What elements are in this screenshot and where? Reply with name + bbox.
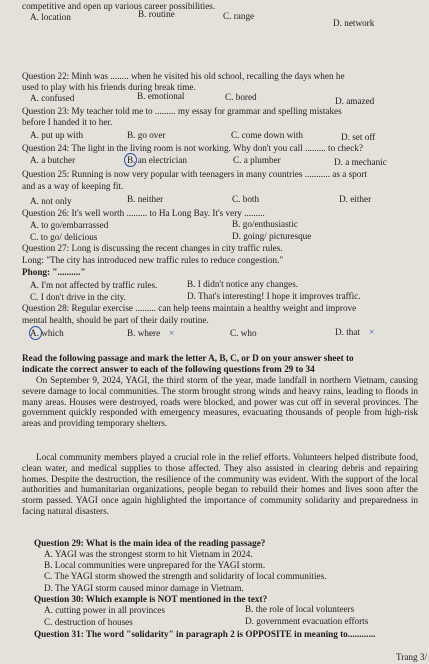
option-b: B. routine [138,9,175,19]
q28-option-d: D. that [335,327,361,337]
q26-option-a: A. to go/embarrassed [30,220,109,230]
option-c: C. range [223,11,255,21]
q29-option-d: D. The YAGI storm caused minor damage in Vietnam. [44,583,244,593]
question-23-stem-cont: before I handed it to her. [22,117,113,127]
question-26-stem: Question 26: It's well worth ......... to Ha Long Bay. It's very ......... [22,208,265,218]
q30-option-a: A. cutting power in all provinces [44,605,165,615]
question-28-stem-cont: mental health, should be part of their daily routine. [22,315,209,325]
question-30-stem: Question 30: Which example is NOT mentioned in the text? [34,594,268,604]
q22-option-b: B. emotional [137,91,185,101]
q28-option-c: C. who [230,328,257,338]
page-number: Trang 3/ [396,652,428,662]
passage-paragraph-2: Local community members played a crucial role in the relief efforts. Volunteers helped distribute food, clean water, and medical supplies to those affected. They also assisted in clearing debris and repairing homes. Despite the destruction, the resilience of the community was evident. With the support of the local authorities and humanitarian organizations, people began to rebuild their homes and lives soon after the storm passed. YAGI once again highlighted the importance of community solidarity and preparedness in facing natural disasters. [22,452,418,516]
answer-circle-mark [29,326,42,340]
option-a: A. location [30,12,71,22]
q25-option-c: C. both [232,194,260,204]
question-27-dialog-long: Long: "The city has introduced new traffic rules to reduce congestion." [22,255,284,265]
q30-option-d: D. government evacuation efforts [245,616,369,626]
q25-option-a: A. not only [30,196,72,206]
cross-mark: × [169,328,175,338]
question-31-stem: Question 31: The word "solidarity" in paragraph 2 is OPPOSITE in meaning to............ [34,629,376,639]
q22-option-c: C. bored [225,92,257,102]
q25-option-d: D. either [339,194,372,204]
q25-option-b: B. neither [127,194,164,204]
q28-option-a: A. which [30,328,64,338]
q22-option-a: A. confused [30,93,75,103]
q27-option-c: C. I don't drive in the city. [30,292,126,302]
q23-option-d: D. set off [341,132,376,142]
q23-option-a: A. put up with [30,130,84,140]
q24-option-a: A. a butcher [30,155,76,165]
prev-question-line: competitive and open up various career possibilities. [22,1,216,11]
question-29-stem: Question 29: What is the main idea of the reading passage? [34,538,266,548]
reading-instruction-cont: indicate the correct answer to each of the following questions from 29 to 34 [22,364,315,374]
q24-option-c: C. a plumber [233,155,281,165]
q26-option-d: D. going/ picturesque [232,231,312,241]
question-23-stem: Question 23: My teacher told me to ......... my essay for grammar and spelling mistakes [22,106,342,116]
question-27-dialog-phong: Phong: ".........." [22,267,86,277]
question-27-stem: Question 27: Long is discussing the recent changes in city traffic rules. [22,243,283,253]
question-28-stem: Question 28: Regular exercise ......... can help teens maintain a healthy weight and improve [22,303,357,313]
question-24-stem: Question 24: The light in the living room is not working. Why don't you call ......... to check? [22,143,363,153]
reading-instruction: Read the following passage and mark the letter A, B, C, or D on your answer sheet to [22,353,354,363]
q24-option-b: B. an electrician [127,155,187,165]
cross-mark: × [369,327,375,337]
question-22-stem: Question 22: Minh was ........ when he visited his old school, recalling the days when he [22,71,345,81]
q27-option-d: D. That's interesting! I hope it improves traffic. [187,291,361,301]
q26-option-c: C. to go/ delicious [30,232,98,242]
q29-option-c: C. The YAGI storm showed the strength and solidarity of local communities. [44,571,327,581]
question-25-stem: Question 25: Running is now very popular with teenagers in many countries ........... as a sport [22,169,367,179]
q29-option-a: A. YAGI was the strongest storm to hit Vietnam in 2024. [44,549,253,559]
option-d: D. network [333,18,375,28]
q27-option-b: B. I didn't notice any changes. [187,279,299,289]
q23-option-b: B. go over [127,130,166,140]
q29-option-b: B. Local communities were unprepared for the YAGI storm. [44,560,266,570]
q24-option-d: D. a mechanic [334,157,387,167]
q27-option-a: A. I'm not affected by traffic rules. [30,280,158,290]
q30-option-b: B. the role of local volunteers [245,604,355,614]
question-25-stem-cont: and as a way of keeping fit. [22,181,124,191]
q23-option-c: C. come down with [231,130,303,140]
question-22-stem-cont: used to play with his friends during break time. [22,82,196,92]
q26-option-b: B. go/enthusiastic [232,219,298,229]
q28-option-b: B. where [127,328,161,338]
answer-circle-mark [124,153,137,167]
passage-paragraph-1: On September 9, 2024, YAGI, the third storm of the year, made landfall in northern Vietnam, causing severe damage to local communities. The storm brought strong winds and heavy rains, leading to floods in many areas. Houses were destroyed, roads were blocked, and power was cut off in several provinces. The government quickly responded with emergency measures, evacuating thousands of people from high-risk areas and providing temporary shelters. [22,375,418,429]
q22-option-d: D. amazed [335,96,375,106]
q30-option-c: C. destruction of houses [44,617,133,627]
